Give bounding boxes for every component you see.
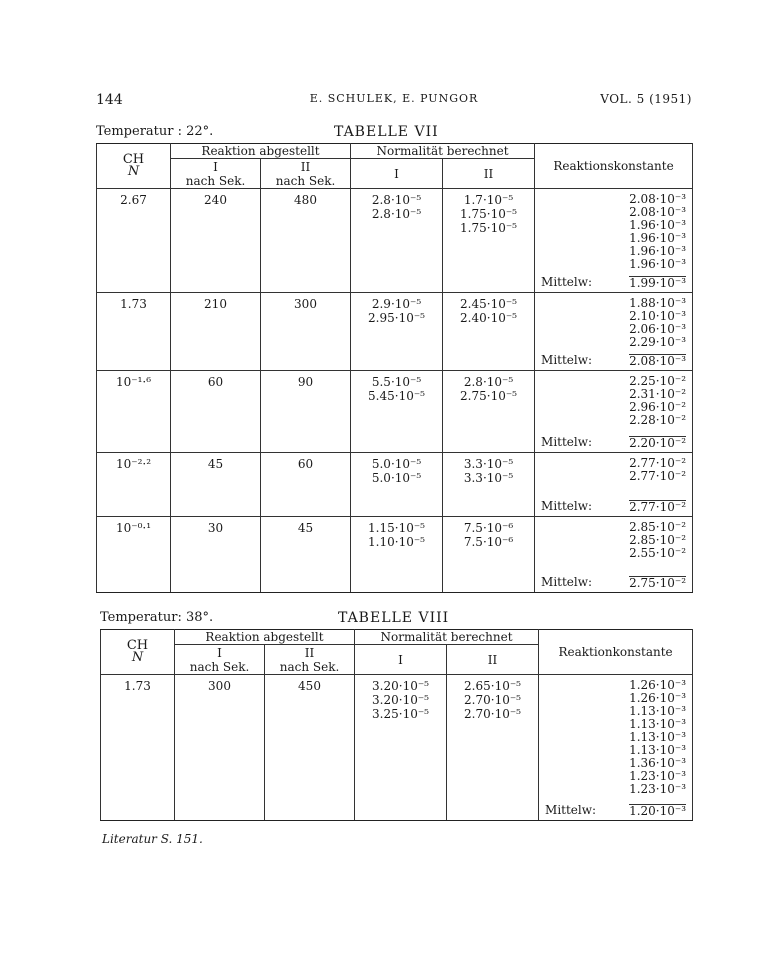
time-i-value: 45 (171, 453, 261, 517)
ch-label (105, 640, 170, 664)
table7-temperature: Temperatur : 22°. (96, 124, 214, 139)
running-authors: E. SCHULEK, E. PUNGOR (309, 92, 479, 105)
time-unit: nach Sek. (189, 659, 250, 674)
col-header-ch (97, 144, 171, 189)
col-header-normal-i: I (351, 159, 443, 189)
normality-value: 1.15·10⁻⁵ (368, 521, 425, 535)
normality-value: 2.8·10⁻⁵ (463, 375, 514, 389)
normality-n2-cell (447, 675, 539, 821)
col-header-time-1 (171, 159, 261, 189)
normality-value: 2.75·10⁻⁵ (460, 389, 517, 403)
normality-value: 2.9·10⁻⁵ (371, 297, 422, 311)
table-vii (96, 143, 693, 593)
time-unit: nach Sek. (275, 173, 336, 188)
normality-value: 3.20·10⁻⁵ (372, 693, 429, 707)
time-i-value: 210 (171, 293, 261, 371)
konstante-value: 2.08·10⁻³ (629, 205, 687, 219)
mittelwert-label: Mittelw: (541, 275, 593, 289)
col-header-reaktion: Reaktion abgestellt (171, 144, 351, 159)
normality-value: 5.0·10⁻⁵ (371, 471, 422, 485)
konstante-value: 1.36·10⁻³ (629, 756, 687, 770)
mittelwert-value: 2.75·10⁻² (629, 576, 687, 590)
konstante-value: 1.96·10⁻³ (629, 257, 687, 271)
normality-value: 1.75·10⁻⁵ (460, 207, 517, 221)
mittelwert (541, 354, 686, 368)
konstante-value: 2.77·10⁻² (629, 456, 687, 470)
col-header-normalitaet: Normalität berechnet (351, 144, 535, 159)
col-header-konstante: Reaktionskonstante (535, 144, 693, 189)
time-i-value: 60 (171, 371, 261, 453)
normality-value: 3.3·10⁻⁵ (463, 457, 514, 471)
mittelwert (545, 804, 686, 818)
col-header-normal-ii: II (443, 159, 535, 189)
normality-n2-cell (443, 189, 535, 293)
ch-value: 2.67 (97, 189, 171, 293)
mittelwert-label: Mittelw: (541, 499, 593, 513)
konstante-cell (535, 453, 693, 517)
ch-value: 1.73 (97, 293, 171, 371)
col-header-ch (101, 630, 175, 675)
time-unit: nach Sek. (279, 659, 340, 674)
normality-value: 3.20·10⁻⁵ (372, 679, 429, 693)
mittelwert-value: 2.77·10⁻² (629, 500, 687, 514)
normality-value: 2.95·10⁻⁵ (368, 311, 425, 325)
konstante-value: 1.26·10⁻³ (629, 678, 687, 692)
konstante-value: 2.25·10⁻² (629, 374, 687, 388)
konstante-cell (535, 189, 693, 293)
header-row (97, 144, 693, 159)
time-i-value: 30 (171, 517, 261, 593)
col-header-time-2 (261, 159, 351, 189)
mittelwert-value: 1.20·10⁻³ (629, 804, 687, 818)
ch-label (101, 154, 166, 178)
footnote-literatur: Literatur S. 151. (102, 832, 203, 846)
col-header-normal-i: I (355, 645, 447, 675)
konstante-cell (539, 675, 693, 821)
mittelwert-label: Mittelw: (545, 803, 597, 817)
table7-title: TABELLE VII (334, 124, 439, 140)
volume-info: VOL. 5 (1951) (600, 92, 692, 106)
time-label: II (300, 159, 311, 174)
konstante-value: 1.96·10⁻³ (629, 244, 687, 258)
konstante-value: 2.55·10⁻² (629, 546, 687, 560)
time-label: I (217, 645, 222, 660)
normality-n1-cell (351, 293, 443, 371)
normality-value: 1.10·10⁻⁵ (368, 535, 425, 549)
time-i-value: 300 (175, 675, 265, 821)
normality-n1-cell (351, 517, 443, 593)
time-ii-value: 90 (261, 371, 351, 453)
normality-value: 2.70·10⁻⁵ (464, 693, 521, 707)
ch-value: 10⁻²·² (97, 453, 171, 517)
normality-n1-cell (351, 453, 443, 517)
konstante-value: 1.88·10⁻³ (629, 296, 687, 310)
page-number: 144 (96, 92, 123, 108)
table8-caption (100, 610, 692, 628)
normality-value: 5.5·10⁻⁵ (371, 375, 422, 389)
time-unit: nach Sek. (185, 173, 246, 188)
normality-value: 2.8·10⁻⁵ (371, 193, 422, 207)
normality-n2-cell (443, 293, 535, 371)
table-row (97, 189, 693, 293)
time-label: I (213, 159, 218, 174)
konstante-value: 1.96·10⁻³ (629, 218, 687, 232)
konstante-value: 2.31·10⁻² (629, 387, 687, 401)
normality-value: 2.70·10⁻⁵ (464, 707, 521, 721)
time-ii-value: 300 (261, 293, 351, 371)
ch-value: 10⁻⁰·¹ (97, 517, 171, 593)
table8-temperature: Temperatur: 38°. (100, 610, 214, 625)
col-header-time-2 (265, 645, 355, 675)
col-header-normalitaet: Normalität berechnet (355, 630, 539, 645)
konstante-value: 2.10·10⁻³ (629, 309, 687, 323)
table-row (97, 293, 693, 371)
konstante-value: 1.96·10⁻³ (629, 231, 687, 245)
mittelwert-value: 1.99·10⁻³ (629, 276, 687, 290)
normality-n2-cell (443, 371, 535, 453)
col-header-normal-ii: II (447, 645, 539, 675)
mittelwert-label: Mittelw: (541, 435, 593, 449)
normality-value: 2.45·10⁻⁵ (460, 297, 517, 311)
table-row (97, 517, 693, 593)
ch-denominator: N (131, 650, 144, 665)
ch-denominator: N (127, 164, 140, 179)
time-ii-value: 450 (265, 675, 355, 821)
col-header-konstante: Reaktionkonstante (539, 630, 693, 675)
table-row (101, 675, 693, 821)
time-label: II (304, 645, 315, 660)
normality-value: 2.40·10⁻⁵ (460, 311, 517, 325)
table-row (97, 371, 693, 453)
konstante-value: 1.13·10⁻³ (629, 704, 687, 718)
normality-value: 1.7·10⁻⁵ (463, 193, 514, 207)
mittelwert-value: 2.20·10⁻² (629, 436, 687, 450)
normality-n1-cell (351, 371, 443, 453)
konstante-value: 2.29·10⁻³ (629, 335, 687, 349)
mittelwert-label: Mittelw: (541, 575, 593, 589)
mittelwert (541, 576, 686, 590)
time-i-value: 240 (171, 189, 261, 293)
konstante-cell (535, 293, 693, 371)
col-header-reaktion: Reaktion abgestellt (175, 630, 355, 645)
ch-numerator: CH (122, 152, 145, 167)
mittelwert-label: Mittelw: (541, 353, 593, 367)
normality-value: 2.8·10⁻⁵ (371, 207, 422, 221)
mittelwert (541, 500, 686, 514)
running-header (96, 92, 692, 110)
mittelwert-value: 2.08·10⁻³ (629, 354, 687, 368)
konstante-value: 1.13·10⁻³ (629, 730, 687, 744)
konstante-value: 2.06·10⁻³ (629, 322, 687, 336)
normality-n2-cell (443, 517, 535, 593)
normality-value: 2.65·10⁻⁵ (464, 679, 521, 693)
table-row (97, 453, 693, 517)
mittelwert (541, 436, 686, 450)
konstante-value: 1.26·10⁻³ (629, 691, 687, 705)
header-row (101, 630, 693, 645)
mittelwert (541, 276, 686, 290)
konstante-value: 2.77·10⁻² (629, 469, 687, 483)
normality-n1-cell (355, 675, 447, 821)
konstante-value: 1.23·10⁻³ (629, 782, 687, 796)
table7-caption (96, 124, 692, 142)
normality-value: 3.25·10⁻⁵ (372, 707, 429, 721)
normality-value: 5.0·10⁻⁵ (371, 457, 422, 471)
normality-value: 3.3·10⁻⁵ (463, 471, 514, 485)
konstante-value: 1.23·10⁻³ (629, 769, 687, 783)
normality-n1-cell (351, 189, 443, 293)
konstante-value: 2.28·10⁻² (629, 413, 687, 427)
normality-value: 1.75·10⁻⁵ (460, 221, 517, 235)
table-viii (100, 629, 693, 821)
konstante-value: 1.13·10⁻³ (629, 743, 687, 757)
konstante-value: 1.13·10⁻³ (629, 717, 687, 731)
konstante-value: 2.08·10⁻³ (629, 192, 687, 206)
normality-value: 7.5·10⁻⁶ (463, 521, 514, 535)
normality-n2-cell (443, 453, 535, 517)
normality-value: 5.45·10⁻⁵ (368, 389, 425, 403)
ch-value: 1.73 (101, 675, 175, 821)
konstante-value: 2.85·10⁻² (629, 533, 687, 547)
table8-title: TABELLE VIII (338, 610, 450, 626)
time-ii-value: 480 (261, 189, 351, 293)
time-ii-value: 60 (261, 453, 351, 517)
time-ii-value: 45 (261, 517, 351, 593)
ch-value: 10⁻¹·⁶ (97, 371, 171, 453)
normality-value: 7.5·10⁻⁶ (463, 535, 514, 549)
col-header-time-1 (175, 645, 265, 675)
konstante-cell (535, 371, 693, 453)
konstante-value: 2.96·10⁻² (629, 400, 687, 414)
konstante-cell (535, 517, 693, 593)
ch-numerator: CH (126, 638, 149, 653)
konstante-value: 2.85·10⁻² (629, 520, 687, 534)
